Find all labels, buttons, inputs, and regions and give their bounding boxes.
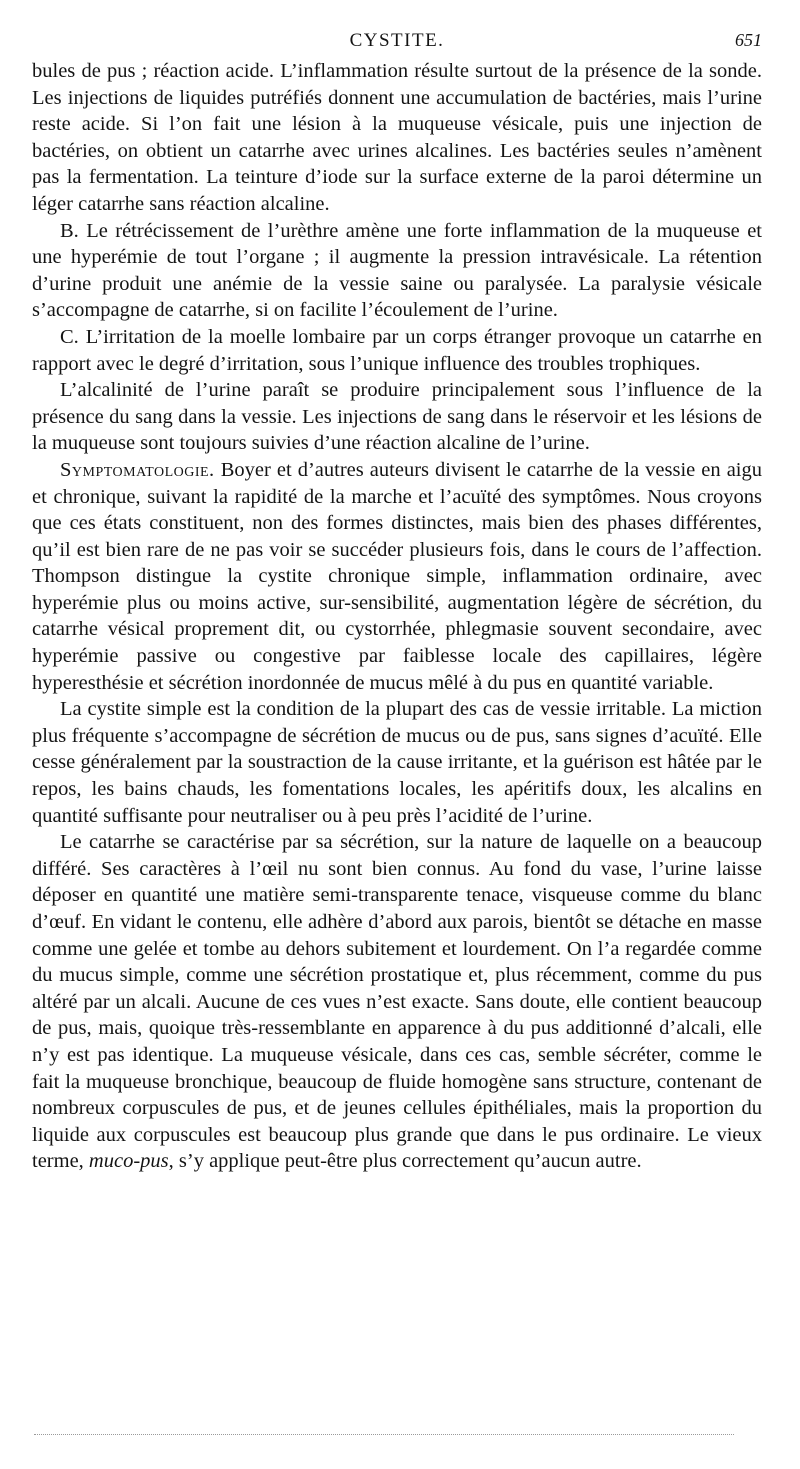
running-header bbox=[32, 28, 762, 54]
paragraph-text: L’alcalinité de l’urine paraît se produire principalement sous l’influence de la présence du sang dans la vessie. Les injections de sang dans le réservoir et les lésions de la muqueuse sont toujours suivies d’une réaction alcaline de l’urine. bbox=[32, 379, 762, 455]
book-page bbox=[32, 28, 762, 1175]
paragraph-symptomatology bbox=[32, 457, 762, 696]
running-title: CYSTITE. bbox=[349, 30, 445, 51]
body-text bbox=[32, 58, 762, 1175]
footer-dotted-rule bbox=[34, 1434, 734, 1435]
emphasis-term: muco-pus bbox=[88, 1150, 169, 1173]
section-heading: Symptomatologie. bbox=[60, 458, 215, 481]
paragraph-catarrh-secretion bbox=[32, 829, 762, 1175]
paragraph-text: B. Le rétrécissement de l’urèthre amène une forte inflammation de la muqueuse et une hyperémie de tout l’organe ; il augmente la pression intravésicale. La rétention d’urine produit une anémie de la vessie saine ou paralysée. La paralysie vésicale s’accompagne de catarrhe, si on facilite l’écoulement de l’urine. bbox=[32, 219, 762, 322]
paragraph-b-uretral-stricture bbox=[32, 218, 762, 324]
paragraph-simple-cystitis bbox=[32, 696, 762, 829]
page-number: 651 bbox=[735, 30, 762, 50]
paragraph-text: La cystite simple est la condition de la plupart des cas de vessie irritable. La miction plus fréquente s’accompagne de sécrétion de mucus ou de pus, sans signes d’acuïté. Elle cesse généralement par la soustraction de la cause irritante, et la guérison est hâtée par le repos, les bains chauds, les fomentations locales, les apéritifs doux, les alcalins en quantité suffisante pour neutraliser ou à peu près l’acidité de l’urine. bbox=[32, 698, 762, 827]
paragraph-bacteria-experiments bbox=[32, 58, 762, 218]
paragraph-c-spinal-irritation bbox=[32, 324, 762, 377]
paragraph-text: bules de pus ; réaction acide. L’inflammation résulte surtout de la présence de la sonde. Les injections de liquides putréfiés donnent une accumulation de bactéries, mais l’urine reste acide. Si l’on fait une lésion à la muqueuse vésicale, puis une injection de bactéries, on obtient un catarrhe avec urines alcalines. Les bactéries seules n’amènent pas la fermentation. La teinture d’iode sur la surface externe de la paroi détermine un léger catarrhe sans réaction alcaline. bbox=[32, 60, 762, 215]
paragraph-text: Boyer et d’autres auteurs divisent le catarrhe de la vessie en aigu et chronique, suivant la rapidité de la marche et l’acuïté des symptômes. Nous croyons que ces états constituent, non des formes distinctes, mais bien des phases différentes, qu’il est bien rare de ne pas voir se succéder plusieurs fois, dans le cours de l’affection. Thompson distingue la cystite chronique simple, inflammation ordinaire, avec hyperémie plus ou moins active, sur-sensibilité, augmentation légère de sécrétion, du catarrhe vésical proprement dit, ou cystorrhée, phlegmasie souvent secondaire, avec hyperémie passive ou congestive par faiblesse locale des capillaires, légère hyperesthésie et sécrétion inordonnée de mucus mêlé à du pus en quantité variable. bbox=[32, 458, 762, 694]
paragraph-text: Le catarrhe se caractérise par sa sécrétion, sur la nature de laquelle on a beaucoup différé. Ses caractères à l’œil nu sont bien connus. Au fond du vase, l’urine laisse déposer en quantité une matière semi-transparente tenace, visqueuse comme du blanc d’œuf. En vidant le contenu, elle adhère d’abord aux parois, bientôt se détache en masse comme une gelée et tombe au dehors subitement et lourdement. On l’a regardée comme du mucus simple, comme une sécrétion prostatique et, plus récemment, comme du pus altéré par un alcali. Aucune de ces vues n’est exacte. Sans doute, elle contient beaucoup de pus, mais, quoique très-ressemblante en apparence à du pus additionné d’alcali, elle n’y est pas identique. La muqueuse vésicale, dans ces cas, semble sécréter, comme le fait la muqueuse bronchique, beaucoup de fluide homogène sans structure, contenant de nombreux corpuscules de pus, et de jeunes cellules épithéliales, mais la proportion du liquide aux corpuscules est beaucoup plus grande que dans le pus ordinaire. Le vieux terme, bbox=[32, 831, 762, 1173]
paragraph-text: C. L’irritation de la moelle lombaire par un corps étranger provoque un catarrhe en rapport avec le degré d’irritation, sous l’unique influence des troubles trophiques. bbox=[32, 325, 762, 375]
paragraph-urine-alkalinity bbox=[32, 377, 762, 457]
paragraph-text-end: , s’y applique peut-être plus correctement qu’aucun autre. bbox=[168, 1150, 642, 1173]
